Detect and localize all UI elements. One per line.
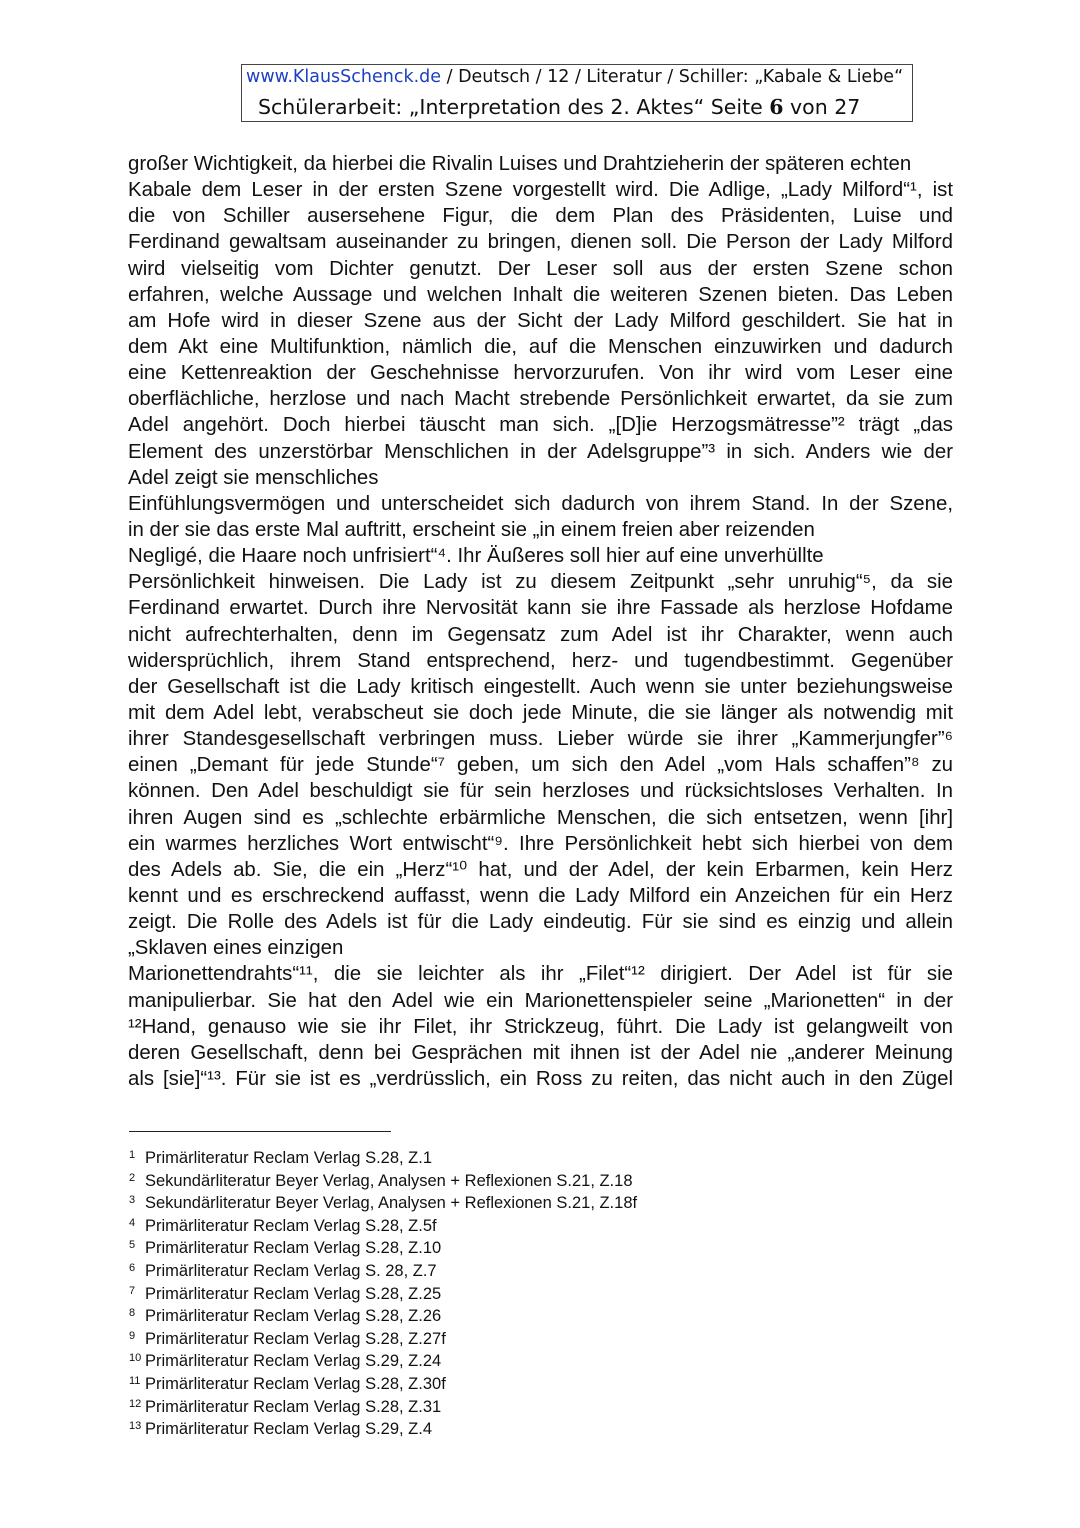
body-line: erfahren, welche Aussage und welchen Inhalt die weiteren Szenen bieten. Das Leben <box>128 283 953 306</box>
body-line: „Sklaven eines einzigen <box>128 937 344 960</box>
footnote-number: 10 <box>129 1352 142 1365</box>
body-line: Kabale dem Leser in der ersten Szene vorgestellt wird. Die Adlige, „Lady Milford“¹, ist <box>128 179 953 202</box>
footnote-text: Primärliteratur Reclam Verlag S.28, Z.25 <box>145 1284 442 1303</box>
footnote <box>129 1280 637 1303</box>
body-line: Persönlichkeit hinweisen. Die Lady ist zu diesem Zeitpunkt „sehr unruhig“⁵, da sie <box>128 571 953 594</box>
footnote-text: Sekundärliteratur Beyer Verlag, Analysen + Reflexionen S.21, Z.18f <box>145 1194 638 1213</box>
body-line: ein warmes herzliches Wort entwischt“⁹. Ihre Persönlichkeit hebt sich hierbei von dem <box>128 832 953 855</box>
header-subtitle <box>258 95 860 119</box>
body-line: mit dem Adel lebt, verabscheut sie doch jede Minute, die sie länger als notwendig mit <box>128 701 953 724</box>
body-line: ihren Augen sind es „schlechte erbärmliche Menschen, die sich entsetzen, wenn [ihr] <box>128 806 953 829</box>
footnote-text: Primärliteratur Reclam Verlag S.28, Z.31 <box>145 1397 442 1416</box>
body-line: Adel angehört. Doch hierbei täuscht man sich. „[D]ie Herzogsmätresse”² trägt „das <box>128 414 953 437</box>
body-line: widersprüchlich, ihrem Stand entsprechend, herz- und tugendbestimmt. Gegenüber <box>128 649 953 672</box>
body-line: ¹²Hand, genauso wie sie ihr Filet, ihr Strickzeug, führt. Die Lady ist gelangweilt von <box>128 1015 953 1038</box>
footnote <box>129 1302 637 1325</box>
footnote-number: 9 <box>129 1329 136 1342</box>
footnote-text: Primärliteratur Reclam Verlag S.29, Z.4 <box>145 1420 433 1439</box>
footnote-text: Primärliteratur Reclam Verlag S. 28, Z.7 <box>145 1261 437 1280</box>
footnote <box>129 1370 637 1393</box>
footnote-number: 13 <box>129 1420 142 1433</box>
footnote-text: Primärliteratur Reclam Verlag S.28, Z.30f <box>145 1374 446 1393</box>
footnote-text: Sekundärliteratur Beyer Verlag, Analysen + Reflexionen S.21, Z.18 <box>145 1171 633 1190</box>
body-line: die von Schiller ausersehene Figur, die dem Plan des Präsidenten, Luise und <box>128 205 953 228</box>
footnote <box>129 1212 637 1235</box>
body-line: Einfühlungsvermögen und unterscheidet sich dadurch von ihrem Stand. In der Szene, <box>128 492 953 515</box>
body-line: einen „Demant für jede Stunde“⁷ geben, um sich den Adel „vom Hals schaffen”⁸ zu <box>128 754 953 777</box>
body-text <box>128 151 953 1092</box>
footnote-number: 5 <box>129 1239 136 1252</box>
page-header <box>241 64 913 122</box>
page-number-total: von 27 <box>783 95 861 119</box>
body-line: der Gesellschaft ist die Lady kritisch eingestellt. Auch wenn sie unter beziehungsweise <box>128 675 953 698</box>
footnote-number: 1 <box>129 1149 136 1161</box>
body-line: Adel zeigt sie menschliches <box>128 466 379 489</box>
body-line: des Adels ab. Sie, die ein „Herz“¹⁰ hat, und der Adel, der kein Erbarmen, kein Herz <box>128 858 953 881</box>
footnote-text: Primärliteratur Reclam Verlag S.28, Z.26 <box>145 1307 442 1326</box>
footnote-number: 2 <box>129 1171 136 1184</box>
subtitle-text: Schülerarbeit: „Interpretation des 2. Aktes“ Seite <box>258 95 770 119</box>
body-line: zeigt. Die Rolle des Adels ist für die Lady eindeutig. Für sie sind es einzig und allein <box>128 911 953 934</box>
body-line: deren Gesellschaft, denn bei Gesprächen mit ihnen ist der Adel nie „anderer Meinung <box>128 1041 953 1064</box>
body-line: dem Akt eine Multifunktion, nämlich die, auf die Menschen einzuwirken und dadurch <box>128 335 953 358</box>
header-breadcrumb <box>246 67 903 87</box>
footnote-number: 4 <box>129 1216 136 1229</box>
footnote-separator <box>129 1131 391 1132</box>
body-line: manipulierbar. Sie hat den Adel wie ein Marionettenspieler seine „Marionetten“ in der <box>128 989 953 1012</box>
footnote <box>129 1189 637 1212</box>
body-line: nicht aufrechterhalten, denn im Gegensatz zum Adel ist ihr Charakter, wenn auch <box>128 623 953 646</box>
footnote-number: 3 <box>129 1194 136 1207</box>
footnote <box>129 1257 637 1280</box>
body-line: oberflächliche, herzlose und nach Macht strebende Persönlichkeit erwartet, da sie zum <box>128 388 953 411</box>
footnote <box>129 1347 637 1370</box>
footnote-number: 12 <box>129 1397 142 1410</box>
footnote-text: Primärliteratur Reclam Verlag S.28, Z.5f <box>145 1216 437 1235</box>
body-line: ihrer Standesgesellschaft verbringen muss. Lieber würde sie ihrer „Kammerjungfer”⁶ <box>128 728 953 751</box>
body-line: am Hofe wird in dieser Szene aus der Sicht der Lady Milford geschildert. Sie hat in <box>128 309 953 332</box>
body-line: Negligé, die Haare noch unfrisiert“⁴. Ihr Äußeres soll hier auf eine unverhüllte <box>128 545 824 568</box>
footnote-text: Primärliteratur Reclam Verlag S.28, Z.27f <box>145 1329 446 1348</box>
footnote-number: 11 <box>129 1374 141 1387</box>
body-line: Ferdinand erwartet. Durch ihre Nervosität kann sie ihre Fassade als herzlose Hofdame <box>128 597 953 620</box>
body-line: Marionettendrahts“¹¹, die sie leichter als ihr „Filet“¹² dirigiert. Der Adel ist für sie <box>128 963 953 986</box>
body-line: Ferdinand gewaltsam auseinander zu bringen, dienen soll. Die Person der Lady Milford <box>128 231 953 254</box>
body-line: eine Kettenreaktion der Geschehnisse hervorzurufen. Von ihr wird vom Leser eine <box>128 362 953 385</box>
footnote <box>129 1144 637 1167</box>
footnote <box>129 1393 637 1416</box>
footnote <box>129 1415 637 1438</box>
body-line: Element des unzerstörbar Menschlichen in der Adelsgruppe”³ in sich. Anders wie der <box>128 440 953 463</box>
footnote-text: Primärliteratur Reclam Verlag S.28, Z.1 <box>145 1149 433 1167</box>
site-link[interactable]: www.KlausSchenck.de <box>246 67 442 87</box>
body-line: großer Wichtigkeit, da hierbei die Rivalin Luises und Drahtzieherin der späteren echten <box>128 153 912 175</box>
footnote-text: Primärliteratur Reclam Verlag S.28, Z.10 <box>145 1239 442 1258</box>
body-line: kennt und es erschreckend auffasst, wenn die Lady Milford ein Anzeichen für ein Herz <box>128 884 953 907</box>
page-number-current: 6 <box>769 95 784 119</box>
body-line: können. Den Adel beschuldigt sie für sein herzloses und rücksichtsloses Verhalten. In <box>128 780 953 803</box>
footnote-number: 6 <box>129 1261 136 1274</box>
footnote <box>129 1234 637 1257</box>
footnote-text: Primärliteratur Reclam Verlag S.29, Z.24 <box>145 1352 442 1371</box>
footnote <box>129 1325 637 1348</box>
header-path: / Deutsch / 12 / Literatur / Schiller: „Kabale & Liebe“ <box>441 67 904 87</box>
body-line: wird vielseitig vom Dichter genutzt. Der Leser soll aus der ersten Szene schon <box>128 257 953 280</box>
footnote-number: 8 <box>129 1307 136 1320</box>
footnote <box>129 1167 637 1190</box>
body-line: in der sie das erste Mal auftritt, erscheint sie „in einem freien aber reizenden <box>128 518 815 541</box>
footnote-number: 7 <box>129 1284 136 1297</box>
body-line: als [sie]“¹³. Für sie ist es „verdrüsslich, ein Ross zu reiten, das nicht auch in den Zügel <box>128 1067 953 1090</box>
footnotes <box>129 1144 637 1438</box>
